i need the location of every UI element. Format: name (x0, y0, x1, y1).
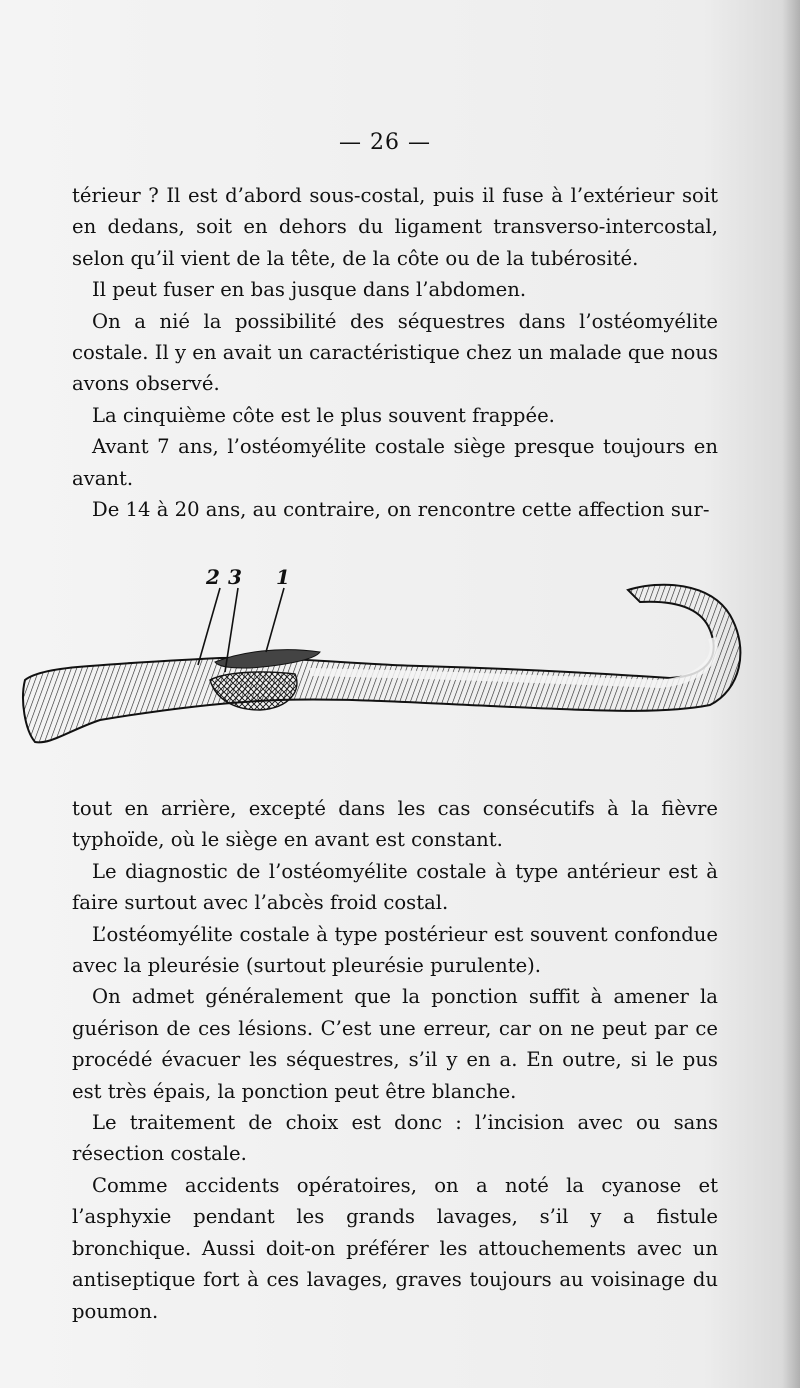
paragraph: Comme accidents opératoires, on a noté la cyanose et l’asphyxie pendant les grands lavages, s’il y a fistule bronchique. Aussi doit-on préférer les attouchements avec un antiseptique fort à ces lavages, graves toujours au voisinage du poumon. (72, 1173, 718, 1323)
page-number: — 26 — (339, 130, 431, 155)
paragraph: L’ostéomyélite costale à type postérieur est souvent confondue avec la pleurésie (surtout pleurésie purulente). (72, 922, 718, 978)
top-text-block (72, 180, 718, 525)
paragraph: De 14 à 20 ans, au contraire, on rencontre cette affection sur- (92, 498, 710, 522)
paragraph: Il peut fuser en bas jusque dans l’abdomen. (92, 278, 527, 302)
paragraph: Le traitement de choix est donc : l’incision avec ou sans résection costale. (72, 1111, 718, 1166)
paragraph: tout en arrière, excepté dans les cas consécutifs à la fièvre typhoïde, où le siège en avant est constant. (72, 797, 718, 852)
paragraph: Le diagnostic de l’ostéomyélite costale à type antérieur est à faire surtout avec l’abcès froid costal. (72, 859, 718, 915)
page-edge-shadow (782, 0, 800, 1388)
paragraph: térieur ? Il est d’abord sous-costal, puis il fuse à l’extérieur soit en dedans, soit en dehors du ligament transverso-intercostal, selon qu’il vient de la tête, de la côte ou de la tubérosité. (72, 184, 718, 270)
rib-shape (23, 585, 740, 743)
bottom-text-block (72, 793, 718, 1327)
paragraph: La cinquième côte est le plus souvent frappée. (92, 403, 555, 427)
figure-label: 3 (228, 565, 242, 589)
rib-drawing (20, 560, 760, 760)
figure-label: 1 (276, 565, 290, 589)
paragraph: On a nié la possibilité des séquestres dans l’ostéomyélite costale. Il y en avait un caractéristique chez un malade que nous avons observé. (72, 309, 718, 396)
leader-line (198, 588, 220, 665)
paragraph: Avant 7 ans, l’ostéomyélite costale siège presque toujours en avant. (72, 435, 718, 490)
rib-illustration (20, 560, 760, 760)
leader-line (266, 588, 284, 652)
paragraph: On admet généralement que la ponction suffit à amener la guérison de ces lésions. C’est une erreur, car on ne peut par ce procédé évacuer les séquestres, s’il y en a. En outre, si le pus est très épais, la ponction peut être blanche. (72, 985, 718, 1103)
figure-label: 2 (206, 565, 220, 589)
